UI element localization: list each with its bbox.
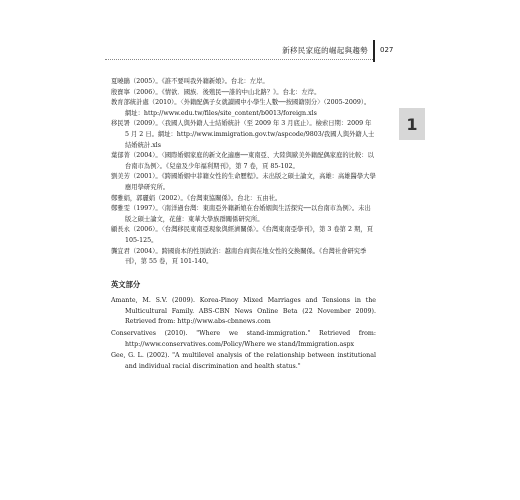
running-header-title: 新移民家庭的崛起與趨勢: [282, 46, 368, 55]
reference-entry: 顧長永（2006）。〈台灣移民東南亞現象與經濟關係〉。《台灣東南亞學刊》，第 3 卷第 2 期，頁 105-125。: [111, 226, 373, 244]
reference-entry: 鄭雅娟，郭麗娟（2002）。《台灣東協關係》。台北：五由社。: [111, 194, 282, 202]
reference-entry: 鄭雅雯（1997）。〈南洋過台灣：東南亞外籍新娘在台婚姻與生活探究──以台南市為例〉。未出版之碩士論文，花蓮：東華大學族群關係研究所。: [111, 205, 371, 223]
chapter-tab: 1: [399, 108, 425, 140]
reference-entry-english: Amante, M. S.V. (2009). Korea-Pinoy Mixed Marriages and Tensions in the Multicultural Family. ABS-CBN News Online Beta (22 November 2009). Retrieved from: http://www.abs-cbnnews.com: [111, 297, 376, 326]
reference-entry: 夏曉鵑（2005）。《誰不要叫我外籍新娘》。台北：左岸。: [111, 78, 269, 85]
section-heading-english: 英文部分: [111, 279, 141, 289]
reference-entry-english: Conservatives (2010). "Where we stand-immigration." Retrieved from: http://www.conservatives.com/Policy/Where we stand/Immigration.aspx: [111, 330, 376, 348]
page-number: 027: [380, 46, 394, 54]
reference-entry-english: Gee, G. L. (2002). "A multilevel analysis of the relationship between institutional and individual racial discrimination and health status.": [111, 352, 376, 370]
header-divider-bar: [373, 40, 375, 62]
header-dotted-rule: [105, 59, 373, 60]
reference-entry: 葉郁菁（2004）。〈國際婚姻家庭的新文化適應──東南亞、大陸與歐美外籍配偶家庭的比較：以台南市為例〉。《兒童及少年福利期刊》，第 7 卷，頁 85-102。: [111, 152, 374, 170]
reference-entry: 殷寶寧（2006）。《情欲．國族．後殖民──誰的中山北路？》。台北：左岸。: [111, 88, 321, 96]
reference-url-line: 網址：http://www.edu.tw/files/site_content/b0013/foreign.xls: [125, 109, 317, 117]
reference-entry: 劉美芳（2001）。《跨國婚姻中菲籍女性的生命歷程》。未出版之碩士論文，高雄：高雄醫學大學應用學研究所。: [111, 173, 376, 191]
reference-entry: 移民署（2009）。〈我國人與外籍人士結婚統計（至 2009 年 3 月底止）。檢索日期：2009 年 5 月 2 日。網址：http://www.immigration.gov.tw/aspcode/9803/我國人與外籍人士結婚統計.xls: [111, 120, 375, 149]
reference-entry: 教育部統計處（2010）。〈外籍配偶子女就讀國中小學生人數──按國籍別分〉（2005-2009）。: [111, 99, 371, 107]
reference-entry: 龔宜君（2004）。跨國資本的性別政治：越南台商與在地女性的交換關係。《台灣社會研究季刊》，第 55 卷，頁 101-140。: [111, 247, 367, 266]
references-list: [111, 77, 376, 373]
